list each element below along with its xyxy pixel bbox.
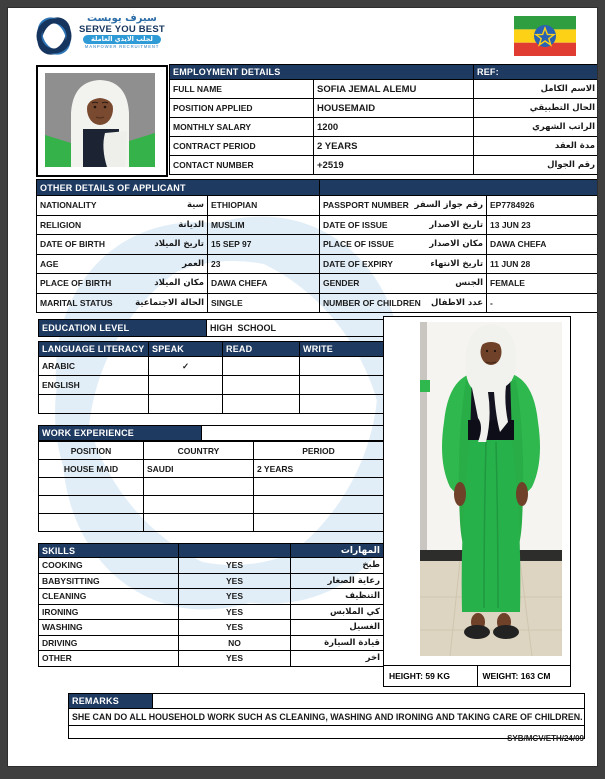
field-label-arabic: الراتب الشهري xyxy=(474,118,599,137)
education-label: EDUCATION LEVEL xyxy=(39,320,207,337)
check-mark-icon: ✓ xyxy=(149,357,223,376)
education-value: HIGH SCHOOL xyxy=(207,320,384,337)
work-experience-title: WORK EXPERIENCE xyxy=(39,426,202,441)
work-experience-table xyxy=(38,441,384,532)
field-value: +2519 xyxy=(314,156,474,175)
field-value: 15 SEP 97 xyxy=(208,235,320,255)
language-name xyxy=(39,395,149,414)
logo-english-title: SERVE YOU BEST xyxy=(79,23,165,35)
skill-arabic: كي الملابس xyxy=(291,604,384,620)
col-header-write: WRITE xyxy=(300,342,384,357)
field-value: MUSLIM xyxy=(208,215,320,235)
field-label: PLACE OF BIRTH مكان الميلاد xyxy=(37,274,208,294)
field-value: FEMALE xyxy=(487,274,598,294)
experience-country xyxy=(144,496,254,514)
employment-title: EMPLOYMENT DETAILS xyxy=(170,65,474,80)
field-label: CONTRACT PERIOD xyxy=(170,137,314,156)
remarks-title-spacer xyxy=(153,694,585,709)
experience-period xyxy=(254,514,384,532)
education-level-bar xyxy=(38,319,384,337)
skill-label: IRONING xyxy=(39,604,179,620)
field-label: POSITION APPLIED xyxy=(170,99,314,118)
field-label-arabic: الحال التطبيقي xyxy=(474,99,599,118)
field-label: NUMBER OF CHILDREN عدد الاطفال xyxy=(320,293,487,313)
read-cell xyxy=(223,376,300,395)
field-label: PASSPORT NUMBER رقم جواز السفر xyxy=(320,196,487,216)
skill-label: DRIVING xyxy=(39,635,179,651)
language-literacy-table xyxy=(38,341,384,414)
field-label: RELIGION الديانة xyxy=(37,215,208,235)
skills-title-spacer xyxy=(179,544,291,558)
full-body-photo-box xyxy=(383,316,571,687)
field-label: DATE OF BIRTH تاريخ الميلاد xyxy=(37,235,208,255)
portrait-photo xyxy=(36,65,168,177)
skill-value: YES xyxy=(179,604,291,620)
skill-value: YES xyxy=(179,558,291,574)
write-cell xyxy=(300,357,384,376)
field-label-arabic: رقم الجوال xyxy=(474,156,599,175)
experience-period: 2 YEARS xyxy=(254,460,384,478)
skill-value: YES xyxy=(179,589,291,605)
full-body-photo xyxy=(420,322,562,656)
experience-position xyxy=(39,478,144,496)
col-header-period: PERIOD xyxy=(254,442,384,460)
field-value: DAWA CHEFA xyxy=(487,235,598,255)
skill-label: COOKING xyxy=(39,558,179,574)
skill-value: NO xyxy=(179,635,291,651)
experience-position: HOUSE MAID xyxy=(39,460,144,478)
field-label: MARITAL STATUS الحالة الاجتماعية xyxy=(37,293,208,313)
ethiopia-flag-icon xyxy=(514,16,576,56)
skills-title: SKILLS xyxy=(39,544,179,558)
speak-cell xyxy=(149,395,223,414)
language-name: ENGLISH xyxy=(39,376,149,395)
col-header-language: LANGUAGE LITERACY xyxy=(39,342,149,357)
experience-position xyxy=(39,514,144,532)
col-header-position: POSITION xyxy=(39,442,144,460)
skills-table xyxy=(38,543,384,667)
logo-arabic-subtitle: لجلب الايدي العاملة xyxy=(83,35,161,44)
field-value: 13 JUN 23 xyxy=(487,215,598,235)
work-experience-title-spacer xyxy=(202,426,384,441)
field-label: AGE العمر xyxy=(37,254,208,274)
field-label-arabic: مدة العقد xyxy=(474,137,599,156)
field-value: 23 xyxy=(208,254,320,274)
experience-period xyxy=(254,496,384,514)
col-header-speak: SPEAK xyxy=(149,342,223,357)
field-value: SOFIA JEMAL ALEMU xyxy=(314,80,474,99)
read-cell xyxy=(223,357,300,376)
other-details-title-spacer xyxy=(320,180,598,196)
logo-knot-icon xyxy=(34,14,74,58)
company-logo xyxy=(34,14,165,58)
skill-value: YES xyxy=(179,573,291,589)
skill-label: BABYSITTING xyxy=(39,573,179,589)
field-value: HOUSEMAID xyxy=(314,99,474,118)
skill-label: OTHER xyxy=(39,651,179,667)
height-value: HEIGHT: 59 KG xyxy=(384,666,478,686)
experience-country xyxy=(144,478,254,496)
skill-arabic: اخر xyxy=(291,651,384,667)
field-label-arabic: الاسم الكامل xyxy=(474,80,599,99)
field-value: SINGLE xyxy=(208,293,320,313)
field-value: ETHIOPIAN xyxy=(208,196,320,216)
skills-title-arabic: المهارات xyxy=(291,544,384,558)
field-label: PLACE OF ISSUE مكان الاصدار xyxy=(320,235,487,255)
field-label: DATE OF ISSUE تاريخ الاصدار xyxy=(320,215,487,235)
field-value: - xyxy=(487,293,598,313)
skill-value: YES xyxy=(179,620,291,636)
cv-page xyxy=(7,7,598,767)
weight-value: WEIGHT: 163 CM xyxy=(482,671,551,681)
write-cell xyxy=(300,376,384,395)
other-details-table xyxy=(36,179,598,313)
field-label: CONTACT NUMBER xyxy=(170,156,314,175)
skill-arabic: طبخ xyxy=(291,558,384,574)
employment-details-table xyxy=(169,64,598,175)
write-cell xyxy=(300,395,384,414)
skill-arabic: التنظيف xyxy=(291,589,384,605)
document-ref-code: SYB/MCV/ETH/24/09 xyxy=(507,734,584,743)
field-value: EP7784926 xyxy=(487,196,598,216)
remarks-table xyxy=(68,693,585,739)
field-value: 1200 xyxy=(314,118,474,137)
skill-arabic: رعاية الصغار xyxy=(291,573,384,589)
work-experience-title-bar xyxy=(38,425,384,441)
experience-country xyxy=(144,514,254,532)
skill-label: WASHING xyxy=(39,620,179,636)
read-cell xyxy=(223,395,300,414)
experience-period xyxy=(254,478,384,496)
body-stats-row xyxy=(384,665,570,686)
field-label: DATE OF EXPIRY تاريخ الانتهاء xyxy=(320,254,487,274)
field-label: MONTHLY SALARY xyxy=(170,118,314,137)
skill-label: CLEANING xyxy=(39,589,179,605)
field-label: GENDER الجنس xyxy=(320,274,487,294)
skill-arabic: الغسيل xyxy=(291,620,384,636)
logo-english-subtitle: MANPOWER RECRUITMENT xyxy=(84,44,160,50)
field-label: FULL NAME xyxy=(170,80,314,99)
experience-country: SAUDI xyxy=(144,460,254,478)
speak-cell xyxy=(149,376,223,395)
skill-arabic: قيادة السيارة xyxy=(291,635,384,651)
logo-arabic-title: سيرف يوبست xyxy=(87,13,157,24)
field-label: NATIONALITY سية xyxy=(37,196,208,216)
col-header-read: READ xyxy=(223,342,300,357)
field-value: 2 YEARS xyxy=(314,137,474,156)
field-value: 11 JUN 28 xyxy=(487,254,598,274)
language-name: ARABIC xyxy=(39,357,149,376)
experience-position xyxy=(39,496,144,514)
skill-value: YES xyxy=(179,651,291,667)
col-header-country: COUNTRY xyxy=(144,442,254,460)
other-details-title: OTHER DETAILS OF APPLICANT xyxy=(37,180,320,196)
field-value: DAWA CHEFA xyxy=(208,274,320,294)
remarks-text: SHE CAN DO ALL HOUSEHOLD WORK SUCH AS CLEANING, WASHING AND IRONING AND TAKING CARE OF CHILDREN. xyxy=(69,709,585,726)
employment-ref-label: REF: xyxy=(474,65,599,80)
remarks-title: REMARKS xyxy=(69,694,153,709)
